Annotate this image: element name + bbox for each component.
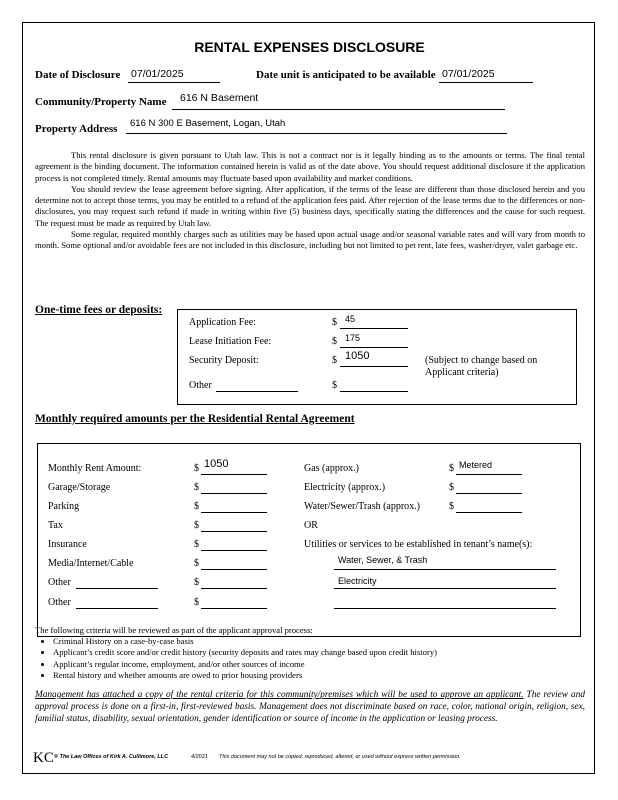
insurance-label: Insurance	[48, 539, 87, 550]
other-fee-amount-line[interactable]	[340, 391, 408, 392]
criteria-item: • Criminal History on a case-by-case basis	[53, 636, 437, 647]
gas-label: Gas (approx.)	[304, 463, 359, 474]
security-deposit-field[interactable]: 1050	[345, 350, 370, 362]
lease-initiation-fee-label: Lease Initiation Fee:	[189, 336, 272, 347]
application-fee-line	[340, 328, 408, 329]
dollar-sign: $	[449, 463, 454, 474]
criteria-item: • Applicant’s credit score and/or credit history (security deposits and rates may change based upon credit history)	[53, 647, 437, 658]
monthly-rent-line	[201, 474, 267, 475]
other-1-name-line[interactable]	[76, 588, 158, 589]
community-label: Community/Property Name	[35, 96, 167, 108]
other-2-name-line[interactable]	[76, 608, 158, 609]
community-field[interactable]: 616 N Basement	[180, 92, 259, 104]
other-1-amount-line[interactable]	[201, 588, 267, 589]
tax-label: Tax	[48, 520, 63, 531]
dollar-sign: $	[194, 520, 199, 531]
dollar-sign: $	[332, 317, 337, 328]
water-sewer-trash-label: Water/Sewer/Trash (approx.)	[304, 501, 421, 512]
tenant-utility-line-3[interactable]	[334, 608, 556, 609]
date-of-disclosure-line	[128, 82, 220, 83]
dollar-sign: $	[332, 355, 337, 366]
management-statement-underlined: Management has attached a copy of the rental criteria for this community/premises which will be used to approve an applicant.	[35, 690, 524, 700]
community-line	[172, 109, 505, 110]
dollar-sign: $	[194, 482, 199, 493]
dollar-sign: $	[194, 539, 199, 550]
dollar-sign: $	[194, 577, 199, 588]
tax-line[interactable]	[201, 531, 267, 532]
garage-storage-label: Garage/Storage	[48, 482, 111, 493]
dollar-sign: $	[332, 380, 337, 391]
tenant-utility-line-2	[334, 588, 556, 589]
dollar-sign: $	[332, 336, 337, 347]
copyright-notice: This document may not be copied, reproduced, altered, or used without express written permission.	[219, 754, 461, 760]
address-field[interactable]: 616 N 300 E Basement, Logan, Utah	[130, 118, 286, 129]
intro-paragraph-1: This rental disclosure is given pursuant to Utah law. This is not a contract nor is it legally binding as to the amounts or terms. The final rental agreement is the binding document. The information contained herein is valid as of the date above. You should request additional disclosure if the application process is not completed timely. Rental amounts may fluctuate based upon availability and market conditions.	[35, 150, 585, 183]
available-date-line	[439, 82, 533, 83]
other-2-label: Other	[48, 597, 71, 608]
onetime-fees-heading: One-time fees or deposits:	[35, 304, 163, 316]
dollar-sign: $	[194, 463, 199, 474]
electricity-line[interactable]	[456, 493, 522, 494]
firm-logo: KC	[33, 750, 54, 766]
tenant-utility-line-1	[334, 569, 556, 570]
gas-field[interactable]: Metered	[459, 460, 493, 470]
criteria-section	[15, 625, 437, 681]
tenant-utility-field-2[interactable]: Electricity	[338, 576, 377, 586]
media-internet-line[interactable]	[201, 569, 267, 570]
available-date-field[interactable]: 07/01/2025	[442, 68, 495, 80]
dollar-sign: $	[194, 597, 199, 608]
monthly-rent-field[interactable]: 1050	[204, 458, 229, 470]
address-line	[126, 133, 507, 134]
address-label: Property Address	[35, 123, 118, 135]
dollar-sign: $	[449, 482, 454, 493]
other-1-label: Other	[48, 577, 71, 588]
dollar-sign: $	[194, 558, 199, 569]
water-sewer-trash-line[interactable]	[456, 512, 522, 513]
available-date-label: Date unit is anticipated to be available	[256, 69, 436, 81]
lease-initiation-fee-field[interactable]: 175	[345, 333, 361, 343]
insurance-line[interactable]	[201, 550, 267, 551]
dollar-sign: $	[194, 501, 199, 512]
tenant-utility-field-1[interactable]: Water, Sewer, & Trash	[338, 555, 428, 565]
other-fee-name-line[interactable]	[216, 391, 298, 392]
intro-text	[35, 150, 585, 252]
criteria-item: • Applicant’s regular income, employment, and/or other sources of income	[53, 659, 437, 670]
disclosure-form	[22, 22, 595, 774]
other-fee-label: Other	[189, 380, 212, 391]
security-deposit-line	[340, 366, 408, 367]
monthly-heading: Monthly required amounts per the Residential Rental Agreement	[35, 413, 355, 425]
criteria-intro: The following criteria will be reviewed as part of the applicant approval process:	[35, 625, 313, 635]
security-deposit-note: (Subject to change based on Applicant criteria)	[425, 355, 538, 378]
tenant-utilities-label: Utilities or services to be established in tenant’s name(s):	[304, 539, 533, 550]
dollar-sign: $	[449, 501, 454, 512]
application-fee-label: Application Fee:	[189, 317, 256, 328]
application-fee-field[interactable]: 45	[345, 314, 356, 324]
other-2-amount-line[interactable]	[201, 608, 267, 609]
or-label: OR	[304, 520, 318, 531]
onetime-fees-box	[177, 309, 577, 405]
firm-name: ® The Law Offices of Kirk A. Cullimore, LLC	[54, 754, 169, 760]
parking-label: Parking	[48, 501, 80, 512]
media-internet-label: Media/Internet/Cable	[48, 558, 134, 569]
document-title: RENTAL EXPENSES DISCLOSURE	[194, 39, 425, 55]
gas-line	[456, 474, 522, 475]
date-of-disclosure-label: Date of Disclosure	[35, 69, 121, 81]
management-statement-rest: The review and approval process is done on a first-in, first-reviewed basis. Management does not discriminate based on race, color, national origin, religion, sex, familial status, disability, sexual orientation, gender identification or source of income in the application or leasing process.	[35, 690, 585, 725]
security-deposit-label: Security Deposit:	[189, 355, 259, 366]
parking-line[interactable]	[201, 512, 267, 513]
criteria-list	[15, 636, 437, 681]
monthly-rent-label: Monthly Rent Amount:	[48, 463, 142, 474]
garage-storage-line[interactable]	[201, 493, 267, 494]
form-date: 4/2021	[191, 754, 208, 760]
criteria-item: • Rental history and whether amounts are owed to prior housing providers	[53, 670, 437, 681]
monthly-box	[37, 443, 581, 637]
management-statement	[35, 689, 585, 726]
lease-initiation-fee-line	[340, 347, 408, 348]
intro-paragraph-2: You should review the lease agreement before signing. After application, if the terms of the lease are different than those disclosed herein and you determine not to accept those terms, you may be entitled to a refund of the application fees paid. After rejection of the lease terms due to the differences or non-disclosures, you may request such refund if made in writing within five (5) business days, specifically stating the differences and the cause for such request. The request must be made as required by Utah law.	[35, 183, 585, 228]
intro-paragraph-3: Some regular, required monthly charges such as utilities may be based upon actual usage and/or seasonal variable rates and will vary from month to month. Some optional and/or avoidable fees are not included in this disclosure, including but not limited to pet rent, late fees, washer/dryer, valet garbage etc.	[35, 229, 585, 251]
electricity-label: Electricity (approx.)	[304, 482, 386, 493]
date-of-disclosure-field[interactable]: 07/01/2025	[131, 68, 184, 80]
